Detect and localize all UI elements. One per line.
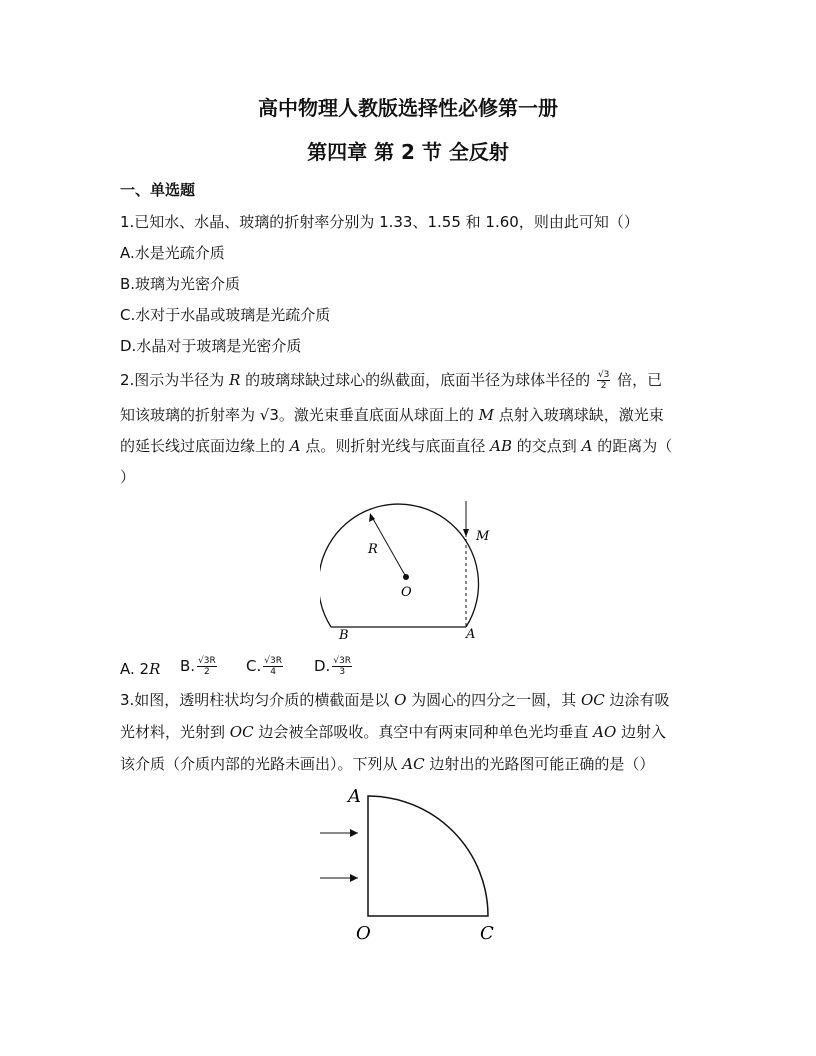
q2-line-2: 知该玻璃的折射率为 √3。激光束垂直底面从球面上的 M 点射入玻璃球缺，激光束 [120, 406, 664, 424]
center-point [403, 574, 409, 580]
q2-option-b: B. $\frac{√3R}{2}$ [180, 656, 216, 677]
label-a: A [466, 627, 476, 642]
page-title: 高中物理人教版选择性必修第一册 [258, 96, 558, 120]
q3-figure [310, 785, 510, 950]
q3-line-3: 该介质（介质内部的光路未画出）。下列从 AC 边射出的光路图可能正确的是（） [120, 755, 655, 773]
q1-stem: 1.已知水、水晶、玻璃的折射率分别为 1.33、1.55 和 1.60，则由此可知（） [120, 213, 639, 231]
q2-line-4: ） [120, 468, 136, 486]
incident-ray-1-arrowhead [350, 829, 358, 837]
q1-option-a: A.水是光疏介质 [120, 244, 225, 262]
label-r: R [368, 542, 378, 557]
section-heading: 一、单选题 [120, 181, 196, 199]
label-o: O [401, 585, 412, 600]
laser-arrowhead [463, 529, 469, 537]
q2-line-3: 的延长线过底面边缘上的 A 点。则折射光线与底面直径 AB 的交点到 A 的距离为（ [120, 437, 673, 455]
q3-line-2: 光材料，光射到 OC 边会被全部吸收。真空中有两束同种单色光均垂直 AO 边射入 [120, 723, 667, 741]
page-subtitle: 第四章 第 2 节 全反射 [307, 140, 509, 164]
q1-option-c: C.水对于水晶或玻璃是光疏介质 [120, 306, 331, 324]
q2-figure [320, 495, 500, 645]
quarter-circle [368, 796, 488, 916]
label-c: C [480, 923, 494, 944]
label-a: A [348, 786, 361, 807]
incident-ray-2-arrowhead [350, 874, 358, 882]
q2-line-1: 2.图示为半径为 R 的玻璃球缺过球心的纵截面，底面半径为球体半径的 $\frac{√3}{2}$ 倍，已 [120, 370, 663, 391]
q2-option-a: A. 2R [120, 660, 161, 678]
q2-option-c: C. $\frac{√3R}{4}$ [246, 656, 282, 677]
q1-option-b: B.玻璃为光密介质 [120, 275, 241, 293]
label-m: M [476, 529, 490, 544]
q2-option-d: D. $\frac{√3R}{3}$ [314, 656, 352, 677]
q1-option-d: D.水晶对于玻璃是光密介质 [120, 337, 302, 355]
label-b: B [339, 628, 349, 643]
label-o: O [356, 923, 371, 944]
q3-line-1: 3.如图，透明柱状均匀介质的横截面是以 O 为圆心的四分之一圆，其 OC 边涂有吸 [120, 691, 670, 709]
q2-fraction: $\frac{√3}{2}$ [597, 370, 610, 391]
